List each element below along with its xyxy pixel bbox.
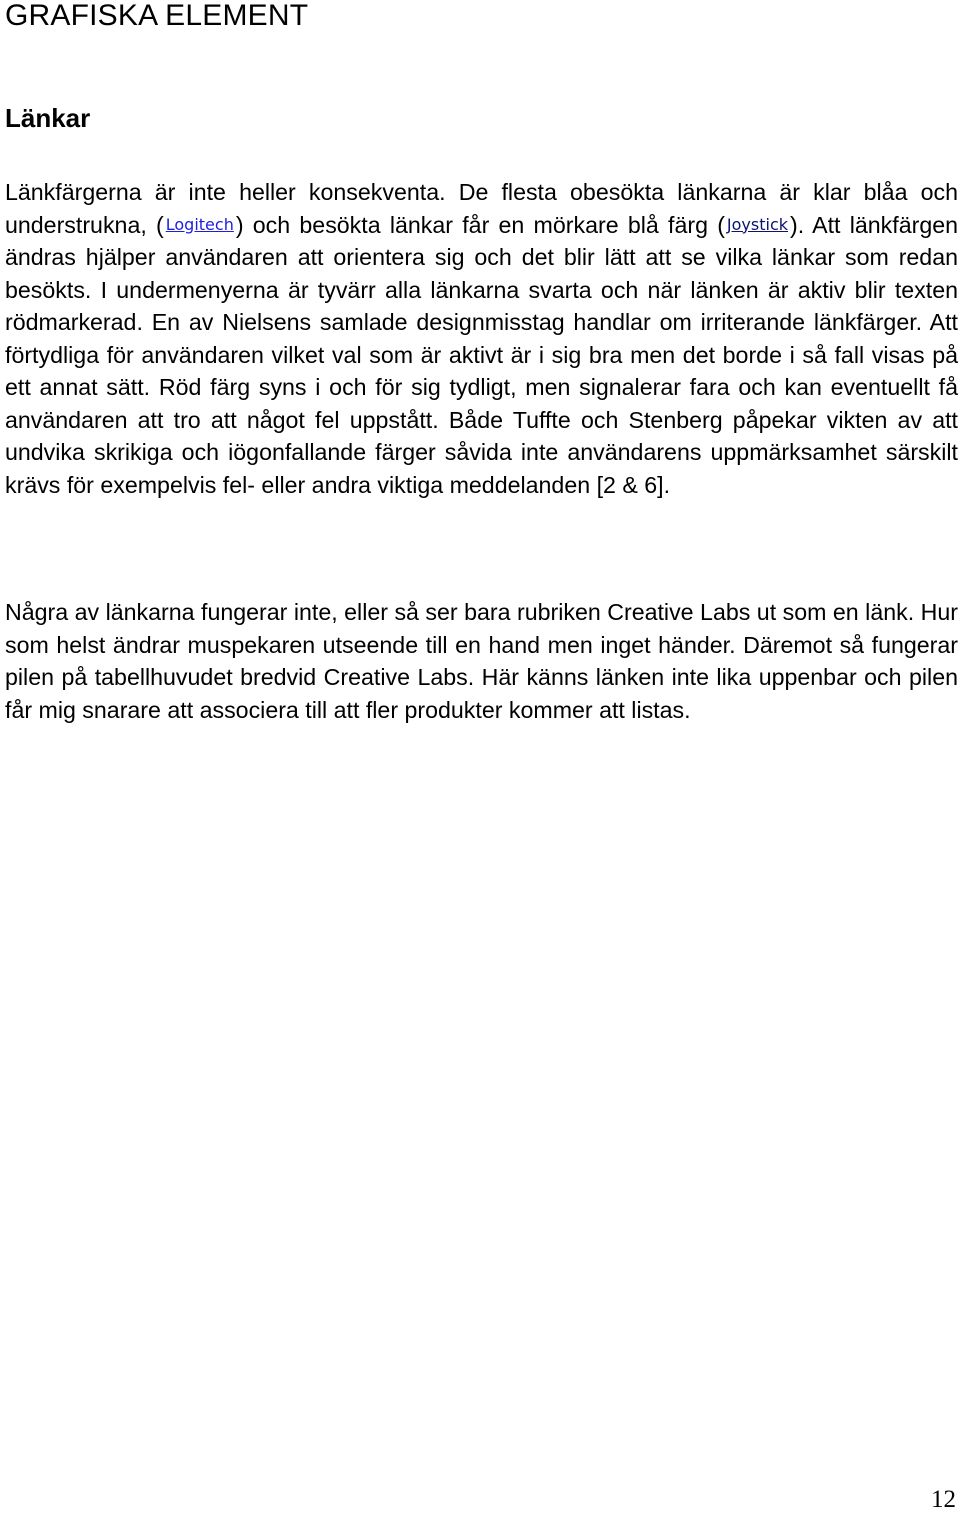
paragraph-broken-links: Några av länkarna fungerar inte, eller så ser bara rubriken Creative Labs ut som en länk. Hur som helst ändrar muspekaren utseende till en hand men inget händer. Däremot så fungerar pilen på tabellhuvudet bredvid Creative Labs. Här känns länken inte lika uppenbar och pilen får mig snarare att associera till att fler produkter kommer att listas. (5, 599, 958, 723)
visited-link-sample: Joystick (726, 214, 789, 234)
section-title: Länkar (5, 103, 91, 133)
page-header: GRAFISKA ELEMENT (5, 0, 309, 32)
paragraph-text: Länkfärgerna är inte heller konsekventa. De flesta obesökta länkarna är klar blåa och understrukna, ( (5, 179, 958, 238)
unvisited-link-sample: Logitech (165, 214, 234, 234)
page-number: 12 (931, 1486, 956, 1513)
paragraph-link-colors (5, 176, 958, 501)
paragraph-text: ). Att länkfärgen ändras hjälper användaren att orientera sig och det blir lätt att se vilka länkar som redan besökts. I undermenyerna är tyvärr alla länkarna svarta och när länken är aktiv blir texten rödmarkerad. En av Nielsens samlade designmisstag handlar om irriterande länkfärger. Att förtydliga för användaren vilket val som är aktivt är i sig bra men det borde i så fall visas på ett annat sätt. Röd färg syns i och för sig tydligt, men signalerar fara och kan eventuellt få användaren att tro att något fel uppstått. Både Tuffte och Stenberg påpekar vikten av att undvika skrikiga och iögonfallande färger såvida inte användarens uppmärksamhet särskilt krävs för exempelvis fel- eller andra viktiga meddelanden [2 & 6]. (5, 211, 959, 498)
paragraph-text: ) och besökta länkar får en mörkare blå färg ( (235, 211, 725, 238)
